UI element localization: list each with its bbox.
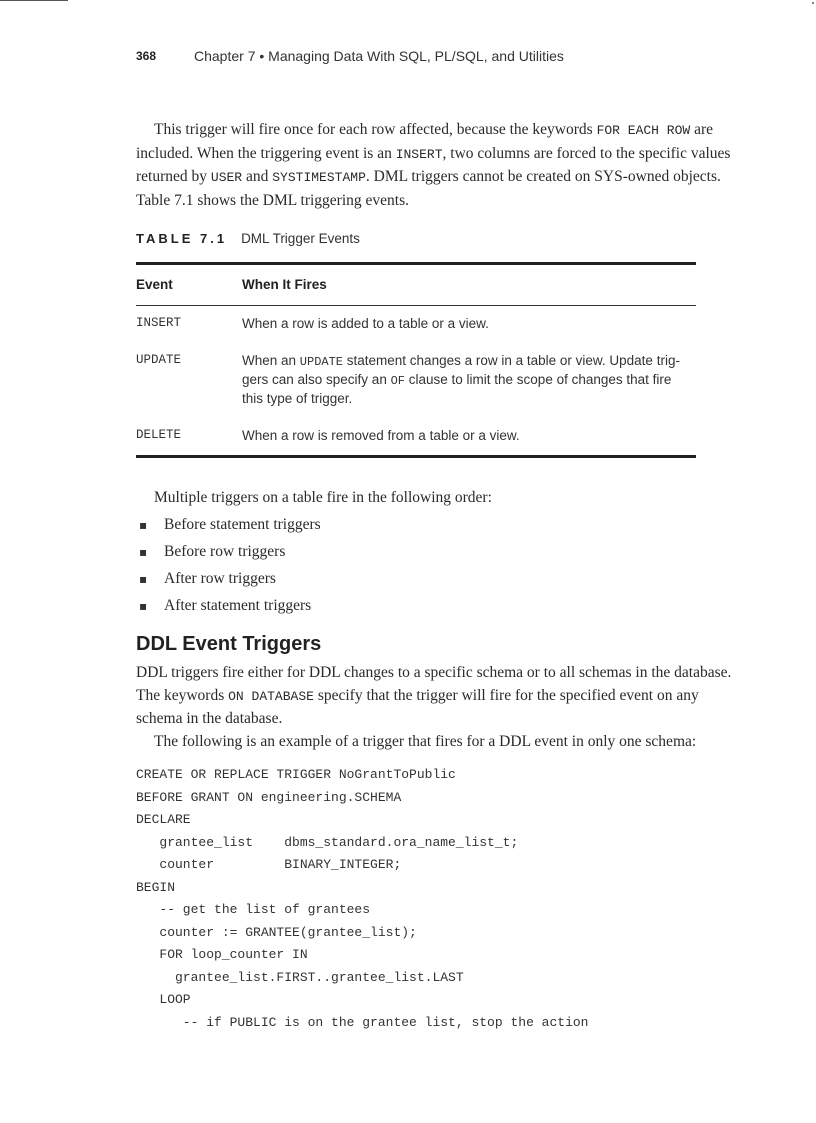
table-cell-event-delete: DELETE	[136, 428, 182, 442]
table-bottom-rule	[136, 455, 696, 458]
paragraph-line	[136, 190, 720, 213]
code-line: -- if PUBLIC is on the grantee list, stop the action	[136, 1014, 589, 1030]
ddl-paragraph	[136, 662, 732, 753]
list-item-text: Before row triggers	[164, 543, 286, 560]
text-run: statement changes a row in a table or view. Update trig-	[343, 353, 680, 368]
code-keyword: OF	[390, 374, 405, 388]
code-line: DECLARE	[136, 812, 191, 827]
paragraph-line	[136, 685, 720, 709]
text-run: When an	[242, 353, 300, 368]
column-header-when-it-fires: When It Fires	[242, 277, 327, 292]
section-heading: DDL Event Triggers	[136, 633, 322, 655]
code-line: grantee_list.FIRST..grantee_list.LAST	[136, 969, 464, 985]
list-item-text: After row triggers	[164, 570, 276, 587]
code-line: CREATE OR REPLACE TRIGGER NoGrantToPublic	[136, 767, 456, 782]
text-run: The keywords	[136, 686, 229, 704]
text-run: Table 7.1 shows the DML triggering events.	[136, 191, 409, 209]
code-line: -- get the list of grantees	[136, 902, 371, 917]
code-line: BEGIN	[136, 879, 176, 895]
bullet-icon: ▪	[139, 518, 148, 532]
code-keyword: ON DATABASE	[228, 688, 314, 704]
code-line: BEFORE GRANT ON engineering.SCHEMA	[136, 789, 402, 805]
table-cell-line	[242, 390, 692, 408]
text-run: schema in the database.	[136, 710, 283, 727]
table-title: DML Trigger Events	[241, 231, 360, 246]
code-keyword: USER	[210, 170, 243, 185]
text-run: When a row is removed from a table or a view.	[242, 428, 520, 443]
table-cell-description-update	[242, 352, 692, 408]
table-cell-event-insert: INSERT	[136, 316, 182, 330]
bullet-icon: ▪	[139, 545, 148, 559]
code-line: LOOP	[136, 992, 191, 1007]
bullet-icon: ▪	[139, 599, 148, 613]
table-caption	[136, 230, 360, 248]
code-keyword: FOR EACH ROW	[596, 123, 691, 138]
paragraph-line	[136, 708, 720, 731]
text-run: included. When the triggering event is an	[136, 144, 396, 162]
table-header-rule	[136, 305, 696, 306]
text-run: returned by	[136, 168, 211, 185]
text-run: and	[242, 168, 273, 185]
intro-paragraph	[136, 119, 731, 212]
bullet-icon: ▪	[139, 572, 148, 586]
corner-crop-dot	[812, 2, 814, 4]
paragraph-line: Multiple triggers on a table fire in the following order:	[154, 489, 492, 506]
table-cell-event-update: UPDATE	[136, 353, 182, 367]
table-cell-line	[242, 371, 692, 390]
text-run: This trigger will fire once for each row affected, because the keywords	[154, 121, 597, 138]
corner-crop-mark	[0, 0, 68, 1]
text-run: are	[690, 121, 713, 138]
code-keyword: INSERT	[395, 146, 443, 162]
table-cell-line	[242, 352, 692, 371]
paragraph-line	[136, 119, 720, 143]
table-cell-description-insert	[242, 315, 692, 333]
text-run: specify that the trigger will fire for the specified event on any	[313, 686, 699, 704]
code-line: counter := GRANTEE(grantee_list);	[136, 924, 417, 940]
table-cell-description-delete	[242, 427, 692, 445]
paragraph-line	[136, 662, 732, 685]
column-header-event: Event	[136, 277, 173, 292]
code-keyword: UPDATE	[299, 355, 344, 369]
text-run: gers can also specify an	[242, 372, 391, 387]
table-top-rule	[136, 262, 696, 265]
page-number: 368	[136, 49, 157, 63]
text-run: . DML triggers cannot be created on SYS-owned objects.	[365, 168, 721, 185]
running-head: Chapter 7 • Managing Data With SQL, PL/SQL, and Utilities	[194, 48, 564, 64]
list-item-text: After statement triggers	[164, 597, 312, 614]
text-run: , two columns are forced to the specific values	[442, 144, 731, 162]
code-line: counter BINARY_INTEGER;	[136, 857, 402, 872]
text-run: clause to limit the scope of changes that fire	[405, 372, 672, 387]
text-run: DDL triggers fire either for DDL changes to a specific schema or to all schemas in the database.	[136, 664, 732, 681]
table-label: TABLE 7.1	[136, 231, 228, 246]
paragraph-line	[136, 731, 720, 754]
code-keyword: SYSTIMESTAMP	[272, 170, 366, 185]
paragraph-line	[136, 143, 731, 167]
text-run: The following is an example of a trigger that fires for a DDL event in only one schema:	[154, 732, 697, 750]
code-line: grantee_list dbms_standard.ora_name_list_t;	[136, 834, 519, 850]
code-listing	[136, 764, 588, 1034]
text-run: this type of trigger.	[242, 391, 353, 406]
list-item-text: Before statement triggers	[164, 516, 321, 533]
code-line: FOR loop_counter IN	[136, 947, 308, 962]
order-paragraph	[136, 487, 720, 510]
text-run: When a row is added to a table or a view.	[242, 316, 489, 331]
paragraph-line	[136, 166, 720, 190]
